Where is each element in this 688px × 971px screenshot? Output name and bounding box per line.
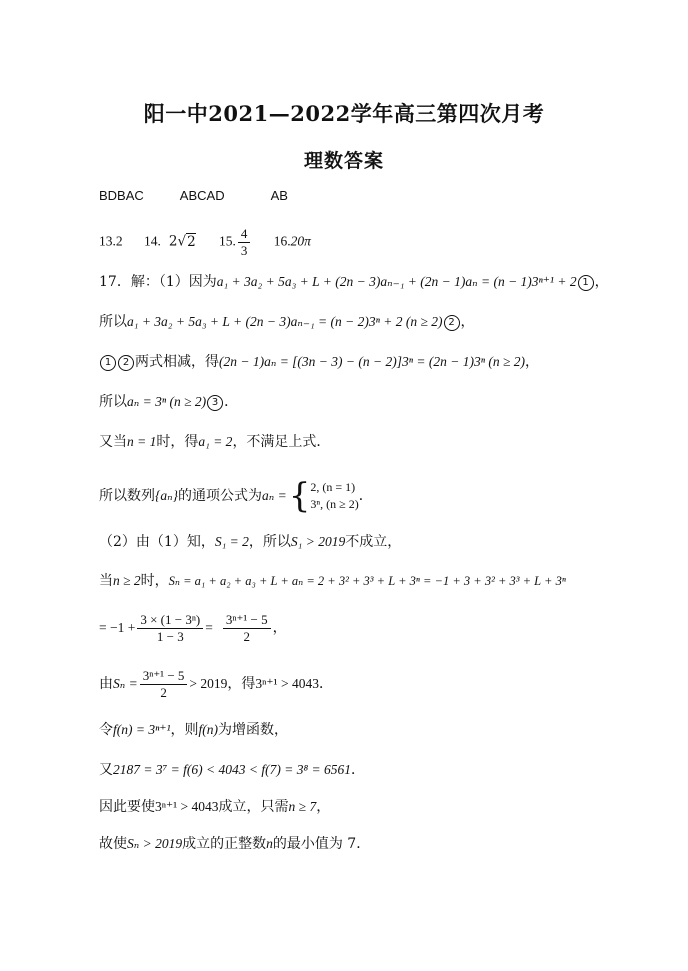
line8-text-a: 当: [99, 573, 113, 589]
line12-chain: 2187 = 3⁷ = f(6) < 4043 < f(7) = 3⁸ = 6561: [113, 762, 352, 777]
q15-label: 15.: [219, 233, 236, 249]
line14-text-a: 故使: [99, 836, 127, 852]
equation-mark-1: 1: [578, 275, 594, 291]
solution-line-13: [99, 797, 648, 817]
fraction1-numerator: 3 × (1 − 3ⁿ): [137, 612, 203, 629]
solution-line-5: [99, 432, 648, 452]
line9-fraction-2: [223, 612, 271, 645]
line13-end: ，: [316, 799, 331, 815]
q15-numerator: 4: [238, 226, 251, 243]
line11-function-def: f(n) = 3ⁿ⁺¹: [113, 722, 171, 737]
line14-text-c: 成立的正整数: [182, 836, 267, 852]
case-2: 3ⁿ, (n ≥ 2): [310, 497, 359, 511]
solution-line-8: [99, 571, 648, 591]
ref-mark-2: 2: [118, 355, 134, 371]
line6-middle: 的通项公式为: [178, 488, 263, 504]
line10-end: ．: [318, 676, 333, 692]
line7-s1-ineq: S₁ > 2019: [290, 534, 346, 549]
solution-line-6: 所以数列{aₙ}的通项公式为aₙ ={ 2, (n = 1) 3ⁿ, (n ≥ 2) ．: [99, 476, 373, 516]
exam-subtitle: 理数答案: [303, 150, 384, 172]
line5-text-a: 又当: [99, 434, 127, 450]
blank-answers: [99, 226, 648, 259]
line5-text-e: ，不满足上式．: [232, 434, 331, 450]
line9-fraction-1: [137, 612, 203, 645]
line9-equals: =: [205, 620, 213, 635]
line13-text-a: 因此要使: [99, 799, 155, 815]
line7-s1-eq: S₁ = 2: [214, 534, 249, 549]
line12-end: ．: [351, 762, 366, 778]
line2-prefix: 所以: [99, 314, 127, 330]
choice-group-1: BDBAC: [99, 188, 144, 203]
solution-line-12: [99, 760, 648, 780]
line14-ineq: Sₙ > 2019: [127, 836, 183, 851]
line10-sn-eq: Sₙ =: [113, 676, 138, 691]
solution-line-11: [99, 720, 648, 740]
solution-line-10: [99, 664, 648, 704]
line6-sequence: {aₙ}: [155, 488, 179, 503]
line7-text-a: （2）由（1）知，: [99, 534, 215, 550]
line6-prefix: 所以数列: [99, 488, 155, 504]
line1-prefix: 17．解：（1）因为: [99, 274, 217, 290]
q16-label: 16.: [273, 233, 291, 249]
line3-equation: (2n − 1)aₙ = [(3n − 3) − (n − 2)]3ⁿ = (2n − 1)3ⁿ (n ≥ 2): [219, 354, 525, 369]
line10-text-a: 由: [99, 676, 113, 692]
choice-answers: [99, 186, 648, 206]
solution-line-14: [99, 834, 648, 854]
line10-numerator: 3ⁿ⁺¹ − 5: [140, 668, 188, 685]
piecewise-cases: [310, 479, 358, 513]
line10-result: 3ⁿ⁺¹ > 4043: [255, 676, 319, 691]
q13-label: 13.: [99, 233, 116, 249]
q14-coef: 2: [168, 233, 178, 250]
line10-fraction: [140, 668, 188, 701]
solution-line-2: 所以a₁ + 3a₂ + 5a₃ + L + (2n − 3)aₙ₋₁ = (n − 2)3ⁿ + 2 (n ≥ 2) 2 ，: [99, 314, 475, 330]
line12-text-a: 又: [99, 762, 113, 778]
line10-denominator: 2: [160, 684, 167, 700]
line7-text-c: ，所以: [248, 534, 291, 550]
line10-text-d: ，得: [227, 676, 256, 692]
line14-conclusion: 的最小值为 7．: [272, 836, 371, 852]
line4-prefix: 所以: [99, 394, 127, 410]
line10-ineq: > 2019: [189, 676, 228, 691]
solution-line-7: [99, 532, 648, 552]
line8-sum-expression: Sₙ = a₁ + a₂ + a₃ + L + aₙ = 2 + 3² + 3³ + L + 3ⁿ = −1 + 3 + 3² + 3³ + L + 3ⁿ: [168, 574, 566, 588]
exam-title: 阳一中2021—2022学年高三第四次月考: [143, 101, 545, 126]
piecewise-brace: {: [288, 476, 311, 516]
solution-line-3: 1 2 两式相减，得(2n − 1)aₙ = [(3n − 3) − (n − 2)]3ⁿ = (2n − 1)3ⁿ (n ≥ 2)，: [99, 352, 648, 372]
line13-text-c: 成立，只需: [218, 799, 289, 815]
equation-mark-2: 2: [444, 315, 460, 331]
q14-label: 14.: [144, 233, 161, 249]
choice-group-2: ABCAD: [179, 188, 225, 203]
piecewise-definition: [289, 478, 359, 514]
choice-group-3: AB: [270, 188, 288, 203]
line9-text-a: = −1 +: [99, 620, 136, 635]
q14-value: 2√2: [168, 233, 196, 250]
q13-value: 2: [115, 233, 123, 249]
q14-radicand: 2: [187, 233, 196, 250]
line13-ineq: 3ⁿ⁺¹ > 4043: [155, 799, 219, 814]
line9-end: ，: [272, 620, 287, 636]
solution-line-9: [99, 608, 648, 648]
fraction2-denominator: 2: [243, 628, 250, 644]
equation-mark-3: 3: [207, 395, 223, 411]
ref-mark-1: 1: [100, 355, 116, 371]
line5-n-eq-1: n = 1: [127, 434, 157, 449]
line4-equation: aₙ = 3ⁿ (n ≥ 2): [127, 394, 207, 409]
solution-line-4: 所以aₙ = 3ⁿ (n ≥ 2) 3 ．: [99, 394, 239, 410]
fraction1-denominator: 1 − 3: [156, 628, 184, 644]
line11-function: f(n): [198, 722, 219, 737]
line11-text-a: 令: [99, 722, 113, 738]
fraction2-numerator: 3ⁿ⁺¹ − 5: [223, 612, 271, 629]
line1-equation: a₁ + 3a₂ + 5a₃ + L + (2n − 3)aₙ₋₁ + (2n − 1)aₙ = (n − 1)3ⁿ⁺¹ + 2: [216, 274, 577, 289]
line5-a1-eq-2: a₁ = 2: [198, 434, 233, 449]
solution-line-1: 17．解：（1）因为a₁ + 3a₂ + 5a₃ + L + (2n − 3)aₙ₋₁ + (2n − 1)aₙ = (n − 1)3ⁿ⁺¹ + 2 1 ，: [99, 274, 609, 290]
line8-text-c: 时，: [140, 573, 169, 589]
q15-denominator: 3: [240, 243, 248, 258]
q15-fraction: [238, 226, 251, 259]
line7-text-e: 不成立，: [345, 534, 402, 550]
line11-text-c: ，则: [170, 722, 199, 738]
line6-lhs: aₙ =: [262, 488, 287, 503]
line8-condition: n ≥ 2: [113, 573, 141, 588]
q16-value: 20π: [290, 233, 311, 249]
line5-text-c: 时，得: [156, 434, 199, 450]
line11-text-e: 为增函数，: [218, 722, 289, 738]
line3-prefix: 两式相减，得: [135, 354, 219, 370]
line2-equation: a₁ + 3a₂ + 5a₃ + L + (2n − 3)aₙ₋₁ = (n − 2)3ⁿ + 2 (n ≥ 2): [127, 314, 443, 329]
case-1: 2, (n = 1): [310, 480, 356, 494]
line13-condition: n ≥ 7: [288, 799, 317, 814]
line14-n: n: [266, 836, 273, 851]
